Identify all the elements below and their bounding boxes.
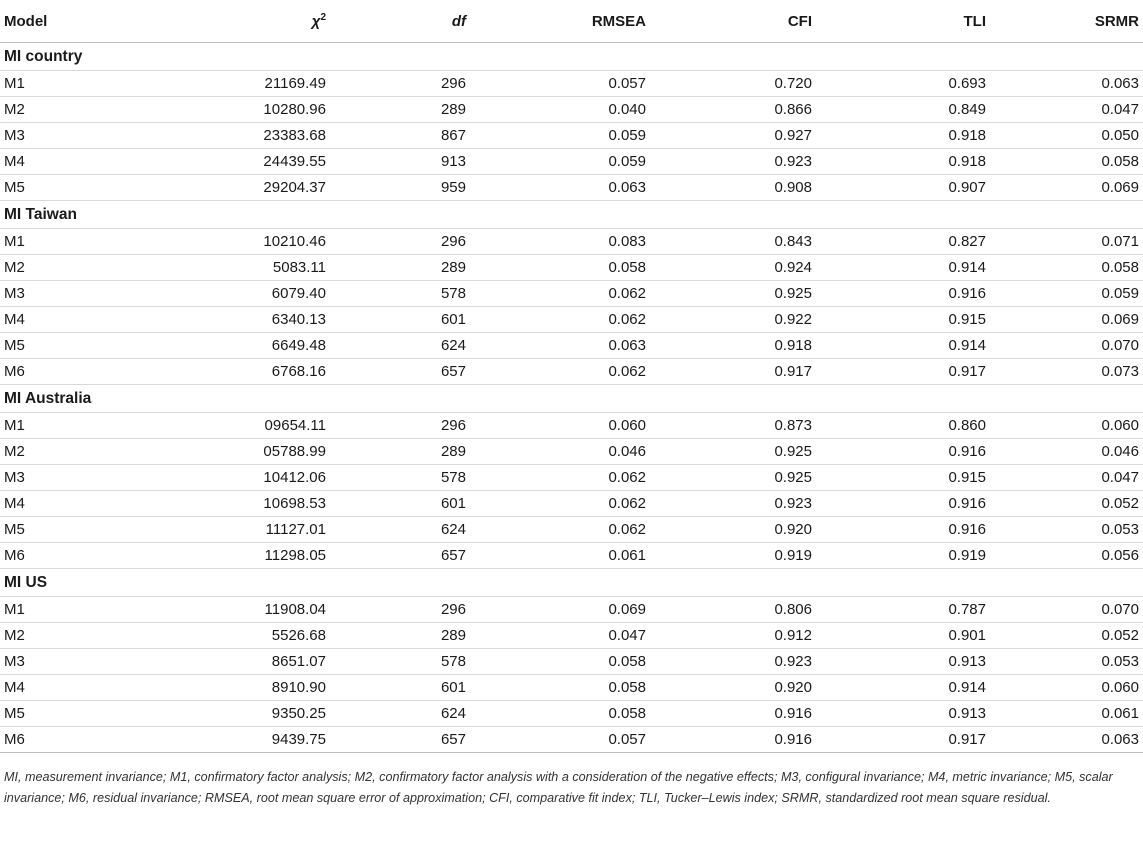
table-cell: 0.050 — [990, 123, 1143, 149]
table-cell: 0.919 — [650, 543, 816, 569]
chi-exponent: 2 — [320, 12, 326, 23]
table-cell: 0.693 — [816, 71, 990, 97]
table-cell: 0.827 — [816, 229, 990, 255]
table-row — [0, 439, 1143, 465]
table-cell: 0.052 — [990, 623, 1143, 649]
table-cell: 296 — [330, 71, 470, 97]
table-cell: 0.916 — [816, 439, 990, 465]
table-cell: 289 — [330, 97, 470, 123]
table-cell: 0.047 — [470, 623, 650, 649]
table-cell: 0.806 — [650, 597, 816, 623]
table-cell: 11908.04 — [130, 597, 330, 623]
table-cell: 657 — [330, 727, 470, 753]
table-cell: 624 — [330, 517, 470, 543]
table-cell: 23383.68 — [130, 123, 330, 149]
table-cell: 0.046 — [470, 439, 650, 465]
table-cell: 10698.53 — [130, 491, 330, 517]
table-row — [0, 229, 1143, 255]
table-row — [0, 701, 1143, 727]
table-cell: M6 — [0, 727, 130, 753]
table-cell: 0.046 — [990, 439, 1143, 465]
table-row — [0, 517, 1143, 543]
table-cell: M1 — [0, 413, 130, 439]
table-cell: 11298.05 — [130, 543, 330, 569]
header-chi-square — [130, 0, 330, 43]
table-header-row — [0, 0, 1143, 43]
table-row — [0, 307, 1143, 333]
table-cell: 0.908 — [650, 175, 816, 201]
table-cell: 0.061 — [470, 543, 650, 569]
header-tli: TLI — [816, 0, 990, 43]
table-cell: 05788.99 — [130, 439, 330, 465]
table-cell: 0.063 — [990, 71, 1143, 97]
table-row — [0, 97, 1143, 123]
table-cell: 0.927 — [650, 123, 816, 149]
table-cell: 21169.49 — [130, 71, 330, 97]
table-cell: 0.059 — [470, 149, 650, 175]
table-cell: 24439.55 — [130, 149, 330, 175]
table-cell: 0.060 — [990, 675, 1143, 701]
table-cell: 578 — [330, 649, 470, 675]
table-cell: 0.917 — [816, 727, 990, 753]
group-header-row — [0, 569, 1143, 597]
table-cell: 959 — [330, 175, 470, 201]
table-row — [0, 281, 1143, 307]
table-cell: 11127.01 — [130, 517, 330, 543]
table-row — [0, 175, 1143, 201]
group-header-row — [0, 201, 1143, 229]
table-cell: M4 — [0, 307, 130, 333]
table-cell: 0.063 — [470, 333, 650, 359]
table-cell: 0.918 — [816, 149, 990, 175]
table-cell: 0.062 — [470, 307, 650, 333]
table-row — [0, 413, 1143, 439]
group-label: MI Australia — [0, 385, 1143, 413]
table-cell: 0.918 — [816, 123, 990, 149]
table-cell: 296 — [330, 413, 470, 439]
table-row — [0, 149, 1143, 175]
table-cell: 0.069 — [470, 597, 650, 623]
table-cell: 8651.07 — [130, 649, 330, 675]
table-cell: M3 — [0, 465, 130, 491]
table-cell: 0.070 — [990, 333, 1143, 359]
table-cell: 0.860 — [816, 413, 990, 439]
group-label: MI US — [0, 569, 1143, 597]
table-cell: 624 — [330, 701, 470, 727]
header-model: Model — [0, 0, 130, 43]
table-row — [0, 649, 1143, 675]
table-cell: 10210.46 — [130, 229, 330, 255]
table-cell: 0.057 — [470, 71, 650, 97]
table-cell: 0.059 — [470, 123, 650, 149]
table-cell: M2 — [0, 439, 130, 465]
table-cell: 8910.90 — [130, 675, 330, 701]
table-cell: 6649.48 — [130, 333, 330, 359]
table-cell: 5526.68 — [130, 623, 330, 649]
table-cell: 0.060 — [990, 413, 1143, 439]
table-cell: 0.059 — [990, 281, 1143, 307]
table-row — [0, 491, 1143, 517]
table-cell: M5 — [0, 701, 130, 727]
table-cell: M5 — [0, 517, 130, 543]
table-cell: M1 — [0, 597, 130, 623]
table-cell: 0.922 — [650, 307, 816, 333]
table-cell: 0.720 — [650, 71, 816, 97]
group-header-row — [0, 385, 1143, 413]
table-cell: 578 — [330, 465, 470, 491]
table-cell: 6340.13 — [130, 307, 330, 333]
table-cell: 9350.25 — [130, 701, 330, 727]
table-cell: M5 — [0, 175, 130, 201]
table-row — [0, 333, 1143, 359]
table-cell: 0.916 — [816, 491, 990, 517]
table-cell: 0.912 — [650, 623, 816, 649]
table-cell: 0.047 — [990, 97, 1143, 123]
table-cell: 0.915 — [816, 307, 990, 333]
table-cell: 0.923 — [650, 491, 816, 517]
table-cell: 296 — [330, 597, 470, 623]
table-cell: 0.787 — [816, 597, 990, 623]
table-cell: 0.914 — [816, 675, 990, 701]
table-cell: 0.901 — [816, 623, 990, 649]
table-cell: 0.062 — [470, 359, 650, 385]
table-cell: 657 — [330, 359, 470, 385]
table-row — [0, 623, 1143, 649]
table-cell: 0.047 — [990, 465, 1143, 491]
table-cell: 0.058 — [470, 675, 650, 701]
table-row — [0, 123, 1143, 149]
table-cell: 0.866 — [650, 97, 816, 123]
table-row — [0, 465, 1143, 491]
table-cell: 0.919 — [816, 543, 990, 569]
table-cell: 0.058 — [990, 149, 1143, 175]
table-cell: 0.062 — [470, 491, 650, 517]
table-cell: 0.062 — [470, 465, 650, 491]
table-cell: 6079.40 — [130, 281, 330, 307]
group-label: MI Taiwan — [0, 201, 1143, 229]
table-cell: 0.873 — [650, 413, 816, 439]
table-cell: 0.920 — [650, 517, 816, 543]
table-cell: 10280.96 — [130, 97, 330, 123]
group-header-row — [0, 43, 1143, 71]
table-cell: M3 — [0, 123, 130, 149]
table-cell: 0.062 — [470, 281, 650, 307]
table-cell: 0.053 — [990, 517, 1143, 543]
header-rmsea: RMSEA — [470, 0, 650, 43]
table-cell: 601 — [330, 307, 470, 333]
table-cell: 5083.11 — [130, 255, 330, 281]
table-cell: M2 — [0, 255, 130, 281]
table-cell: 0.923 — [650, 649, 816, 675]
table-cell: 0.914 — [816, 333, 990, 359]
table-cell: 0.916 — [816, 281, 990, 307]
table-cell: M5 — [0, 333, 130, 359]
table-cell: 6768.16 — [130, 359, 330, 385]
table-cell: 09654.11 — [130, 413, 330, 439]
table-row — [0, 543, 1143, 569]
header-df: df — [330, 0, 470, 43]
table-cell: 0.057 — [470, 727, 650, 753]
table-cell: 0.071 — [990, 229, 1143, 255]
table-cell: 0.053 — [990, 649, 1143, 675]
table-cell: 0.916 — [816, 517, 990, 543]
table-cell: 0.913 — [816, 649, 990, 675]
table-footnote: MI, measurement invariance; M1, confirmatory factor analysis; M2, confirmatory factor analysis with a consideration of the negative effects; M3, configural invariance; M4, metric invariance; M5, scalar invariance; M6, residual invariance; RMSEA, root mean square error of approximation; CFI, comparative fit index; TLI, Tucker–Lewis index; SRMR, standardized root mean square residual. — [4, 770, 1113, 805]
table-cell: 0.058 — [470, 255, 650, 281]
table-cell: 9439.75 — [130, 727, 330, 753]
table-cell: 0.061 — [990, 701, 1143, 727]
table-cell: 0.073 — [990, 359, 1143, 385]
chi-symbol: χ — [311, 13, 321, 30]
table-cell: 0.063 — [990, 727, 1143, 753]
table-cell: M4 — [0, 675, 130, 701]
table-cell: 0.918 — [650, 333, 816, 359]
table-cell: 0.849 — [816, 97, 990, 123]
table-cell: 0.920 — [650, 675, 816, 701]
table-cell: 0.925 — [650, 281, 816, 307]
table-cell: 289 — [330, 623, 470, 649]
table-cell: 0.917 — [650, 359, 816, 385]
table-cell: 624 — [330, 333, 470, 359]
table-row — [0, 727, 1143, 753]
table-cell: 601 — [330, 491, 470, 517]
table-cell: 0.040 — [470, 97, 650, 123]
table-cell: 578 — [330, 281, 470, 307]
table-cell: 657 — [330, 543, 470, 569]
table-cell: 10412.06 — [130, 465, 330, 491]
table-cell: 0.914 — [816, 255, 990, 281]
table-cell: 0.056 — [990, 543, 1143, 569]
table-cell: 0.916 — [650, 727, 816, 753]
header-cfi: CFI — [650, 0, 816, 43]
table-cell: M4 — [0, 491, 130, 517]
header-srmr: SRMR — [990, 0, 1143, 43]
table-cell: 296 — [330, 229, 470, 255]
table-cell: 289 — [330, 255, 470, 281]
table-row — [0, 71, 1143, 97]
table-cell: 0.052 — [990, 491, 1143, 517]
table-cell: 0.843 — [650, 229, 816, 255]
table-cell: M1 — [0, 229, 130, 255]
table-cell: 867 — [330, 123, 470, 149]
table-body — [0, 43, 1143, 753]
table-cell: 0.060 — [470, 413, 650, 439]
group-label: MI country — [0, 43, 1143, 71]
table-cell: 0.913 — [816, 701, 990, 727]
table-cell: 0.917 — [816, 359, 990, 385]
table-cell: 0.083 — [470, 229, 650, 255]
table-cell: 0.069 — [990, 307, 1143, 333]
table-cell: 0.923 — [650, 149, 816, 175]
table-row — [0, 597, 1143, 623]
table-cell: 0.924 — [650, 255, 816, 281]
table-cell: 0.058 — [990, 255, 1143, 281]
table-cell: 0.070 — [990, 597, 1143, 623]
table-cell: 0.069 — [990, 175, 1143, 201]
table-cell: M3 — [0, 281, 130, 307]
table-cell: 0.916 — [650, 701, 816, 727]
table-cell: M6 — [0, 359, 130, 385]
table-cell: 913 — [330, 149, 470, 175]
table-cell: 601 — [330, 675, 470, 701]
table-row — [0, 255, 1143, 281]
table-cell: 0.058 — [470, 649, 650, 675]
table-cell: 0.925 — [650, 465, 816, 491]
table-row — [0, 675, 1143, 701]
table-cell: 0.915 — [816, 465, 990, 491]
table-cell: M2 — [0, 97, 130, 123]
table-cell: 0.062 — [470, 517, 650, 543]
table-cell: 0.058 — [470, 701, 650, 727]
table-row — [0, 359, 1143, 385]
table-cell: M3 — [0, 649, 130, 675]
table-cell: 0.925 — [650, 439, 816, 465]
table-cell: 0.907 — [816, 175, 990, 201]
table-cell: M2 — [0, 623, 130, 649]
table-cell: M1 — [0, 71, 130, 97]
table-cell: 29204.37 — [130, 175, 330, 201]
table-cell: 289 — [330, 439, 470, 465]
table-cell: 0.063 — [470, 175, 650, 201]
table-cell: M6 — [0, 543, 130, 569]
table-cell: M4 — [0, 149, 130, 175]
